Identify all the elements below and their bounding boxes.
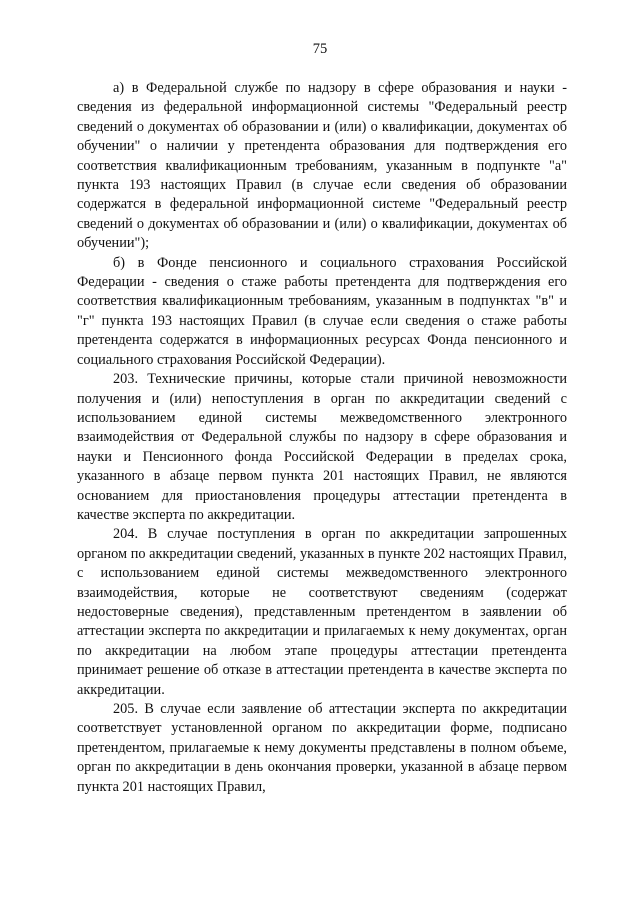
document-body	[77, 79, 567, 797]
page-number: 75	[312, 41, 328, 57]
paragraph-subitem-b: б) в Фонде пенсионного и социального страхования Российской Федерации - сведения о стаже работы претендента для подтверждения его соответствия квалификационным требованиям, указанным в подпунктах "в" и "г" пункта 193 настоящих Правил (в случае если сведения о стаже работы претендента содержатся в информационных ресурсах Фонда пенсионного и социального страхования Российской Федерации).	[77, 254, 567, 368]
paragraph-203: 203. Технические причины, которые стали причиной невозможности получения и (или) непоступления в орган по аккредитации сведений с использованием единой системы межведомственного электронного взаимодействия от Федеральной службы по надзору в сфере образования и науки и Пенсионного фонда Российской Федерации в пределах срока, указанного в абзаце первом пункта 201 настоящих Правил, не являются основанием для приостановления процедуры аттестации претендента в качестве эксперта по аккредитации.	[77, 371, 567, 523]
paragraph-204: 204. В случае поступления в орган по аккредитации запрошенных органом по аккредитации сведений, указанных в пункте 202 настоящих Правил, с использованием единой системы межведомственного электронного взаимодействия, которые не соответствуют сведениям (содержат недостоверные сведения), представленным претендентом в заявлении об аттестации эксперта по аккредитации и прилагаемых к нему документах, орган по аккредитации на любом этапе процедуры аттестации претендента принимает решение об отказе в аттестации претендента в качестве эксперта по аккредитации.	[77, 526, 567, 698]
paragraph-subitem-a: а) в Федеральной службе по надзору в сфере образования и науки - сведения из федеральной информационной системы "Федеральный реестр сведений о документах об образовании и (или) о квалификации, документах об обучении" о наличии у претендента образования для подтверждения его соответствия квалификационным требованиям, указанным в подпункте "а" пункта 193 настоящих Правил (в случае если сведения об образовании содержатся в федеральной информационной системе "Федеральный реестр сведений о документах об образовании и (или) о квалификации, документах об обучении");	[77, 80, 567, 252]
paragraph-205: 205. В случае если заявление об аттестации эксперта по аккредитации соответствует установленной органом по аккредитации форме, подписано претендентом, прилагаемые к нему документы представлены в полном объеме, орган по аккредитации в день окончания проверки, указанной в абзаце первом пункта 201 настоящих Правил,	[77, 701, 567, 795]
